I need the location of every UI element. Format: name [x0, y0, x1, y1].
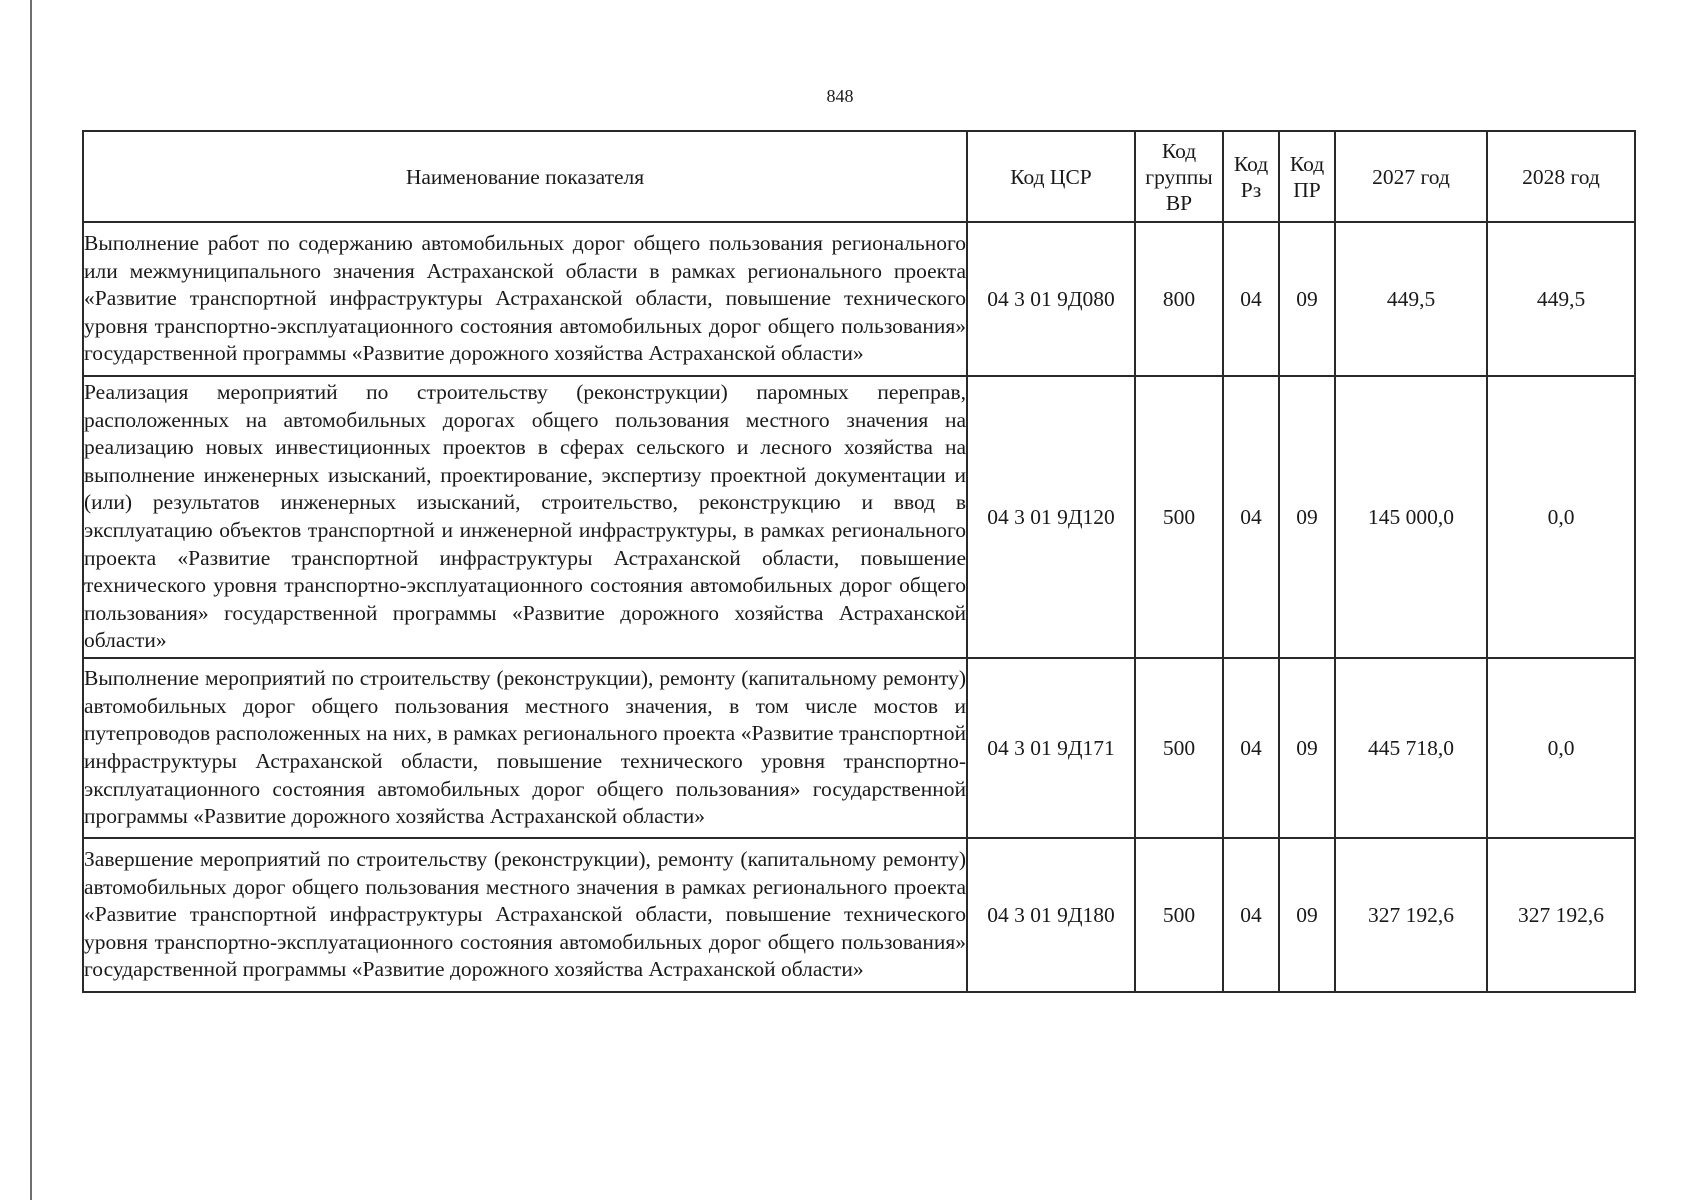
row-vr: 800	[1135, 222, 1223, 376]
row-2027: 449,5	[1335, 222, 1487, 376]
row-name: Выполнение работ по содержанию автомобильных дорог общего пользования регионального или межмуниципального значения Астраханской области в рамках регионального проекта «Развитие транспортной инфраструктуры Астраханской области, повышение технического уровня транспортно-эксплуатационного состояния автомобильных дорог общего пользования» государственной программы «Развитие дорожного хозяйства Астраханской области»	[83, 222, 967, 376]
row-csr: 04 3 01 9Д171	[967, 658, 1135, 838]
row-2028: 0,0	[1487, 658, 1635, 838]
header-rz: Код Рз	[1223, 131, 1279, 222]
row-2028: 0,0	[1487, 376, 1635, 658]
budget-table	[82, 130, 1636, 993]
binding-margin-line	[30, 0, 32, 1200]
row-name: Реализация мероприятий по строительству (реконструкции) паромных переправ, расположенных на автомобильных дорогах общего пользования местного значения на реализацию новых инвестиционных проектов в сферах сельского и лесного хозяйства на выполнение инженерных изысканий, проектирование, экспертизу проектной документации и (или) результатов инженерных изысканий, строительство, реконструкцию и ввод в эксплуатацию объектов транспортной и инженерной инфраструктуры, в рамках регионального проекта «Развитие транспортной инфраструктуры Астраханской области, повышение технического уровня транспортно-эксплуатационного состояния автомобильных дорог общего пользования» государственной программы «Развитие дорожного хозяйства Астраханской области»	[83, 376, 967, 658]
table-row	[83, 658, 1635, 838]
row-rz: 04	[1223, 222, 1279, 376]
row-2027: 327 192,6	[1335, 838, 1487, 992]
row-2028: 327 192,6	[1487, 838, 1635, 992]
row-csr: 04 3 01 9Д180	[967, 838, 1135, 992]
row-vr: 500	[1135, 838, 1223, 992]
row-name: Завершение мероприятий по строительству (реконструкции), ремонту (капитальному ремонту) автомобильных дорог общего пользования местного значения в рамках регионального проекта «Развитие транспортной инфраструктуры Астраханской области, повышение технического уровня транспортно-эксплуатационного состояния автомобильных дорог общего пользования» государственной программы «Развитие дорожного хозяйства Астраханской области»	[83, 838, 967, 992]
row-rz: 04	[1223, 658, 1279, 838]
header-2027: 2027 год	[1335, 131, 1487, 222]
header-pr: Код ПР	[1279, 131, 1335, 222]
header-csr: Код ЦСР	[967, 131, 1135, 222]
header-row	[83, 131, 1635, 222]
header-2028: 2028 год	[1487, 131, 1635, 222]
row-rz: 04	[1223, 376, 1279, 658]
row-pr: 09	[1279, 838, 1335, 992]
header-name: Наименование показателя	[83, 131, 967, 222]
table-body	[83, 222, 1635, 992]
row-csr: 04 3 01 9Д120	[967, 376, 1135, 658]
row-csr: 04 3 01 9Д080	[967, 222, 1135, 376]
row-rz: 04	[1223, 838, 1279, 992]
row-2028: 449,5	[1487, 222, 1635, 376]
table-row	[83, 376, 1635, 658]
row-vr: 500	[1135, 376, 1223, 658]
table-row	[83, 222, 1635, 376]
table-header	[83, 131, 1635, 222]
row-vr: 500	[1135, 658, 1223, 838]
row-name: Выполнение мероприятий по строительству (реконструкции), ремонту (капитальному ремонту) автомобильных дорог общего пользования местного значения, в том числе мостов и путепроводов расположенных на них, в рамках регионального проекта «Развитие транспортной инфраструктуры Астраханской области, повышение технического уровня транспортно-эксплуатационного состояния автомобильных дорог общего пользования» государственной программы «Развитие дорожного хозяйства Астраханской области»	[83, 658, 967, 838]
row-2027: 445 718,0	[1335, 658, 1487, 838]
row-pr: 09	[1279, 222, 1335, 376]
header-vr: Код группы ВР	[1135, 131, 1223, 222]
row-pr: 09	[1279, 376, 1335, 658]
page-number: 848	[826, 86, 854, 106]
row-2027: 145 000,0	[1335, 376, 1487, 658]
table-row	[83, 838, 1635, 992]
row-pr: 09	[1279, 658, 1335, 838]
